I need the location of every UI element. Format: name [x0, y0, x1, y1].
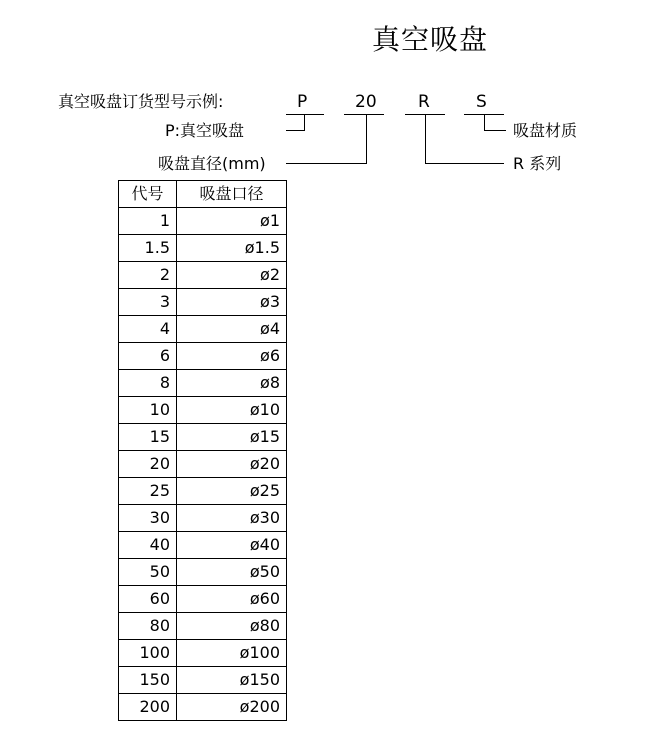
- cell-code: 50: [119, 559, 177, 586]
- cell-code: 100: [119, 640, 177, 667]
- cell-code: 8: [119, 370, 177, 397]
- size-table: [118, 180, 287, 721]
- table-row: [119, 478, 287, 505]
- cell-diameter: ø200: [177, 694, 287, 721]
- cell-diameter: ø150: [177, 667, 287, 694]
- annotation-material: 吸盘材质: [513, 121, 578, 140]
- table-header-row: [119, 181, 287, 208]
- table-row: [119, 694, 287, 721]
- cell-code: 1: [119, 208, 177, 235]
- table-row: [119, 613, 287, 640]
- table-row: [119, 640, 287, 667]
- code-diameter: 20: [355, 92, 377, 112]
- cell-code: 1.5: [119, 235, 177, 262]
- annotation-series: R 系列: [513, 154, 562, 173]
- cell-diameter: ø15: [177, 424, 287, 451]
- table-row: [119, 370, 287, 397]
- cell-code: 40: [119, 532, 177, 559]
- table-row: [119, 289, 287, 316]
- cell-code: 200: [119, 694, 177, 721]
- cell-code: 15: [119, 424, 177, 451]
- cell-code: 10: [119, 397, 177, 424]
- cell-code: 80: [119, 613, 177, 640]
- annotation-p: P:真空吸盘: [165, 121, 245, 140]
- table-row: [119, 559, 287, 586]
- table-row: [119, 235, 287, 262]
- cell-code: 6: [119, 343, 177, 370]
- cell-diameter: ø60: [177, 586, 287, 613]
- table-row: [119, 424, 287, 451]
- cell-diameter: ø20: [177, 451, 287, 478]
- cell-code: 30: [119, 505, 177, 532]
- cell-diameter: ø8: [177, 370, 287, 397]
- cell-diameter: ø80: [177, 613, 287, 640]
- table-row: [119, 262, 287, 289]
- page-title: 真空吸盘: [372, 23, 489, 56]
- cell-diameter: ø10: [177, 397, 287, 424]
- cell-diameter: ø3: [177, 289, 287, 316]
- cell-diameter: ø40: [177, 532, 287, 559]
- cell-diameter: ø25: [177, 478, 287, 505]
- cell-code: 4: [119, 316, 177, 343]
- cell-diameter: ø30: [177, 505, 287, 532]
- connector-series: [426, 115, 505, 164]
- cell-diameter: ø1.5: [177, 235, 287, 262]
- connector-diameter: [286, 115, 367, 164]
- cell-diameter: ø2: [177, 262, 287, 289]
- table-row: [119, 667, 287, 694]
- column-header-diameter: 吸盘口径: [177, 181, 287, 208]
- code-series: R: [418, 92, 430, 112]
- cell-code: 25: [119, 478, 177, 505]
- cell-diameter: ø4: [177, 316, 287, 343]
- table-row: [119, 208, 287, 235]
- cell-code: 60: [119, 586, 177, 613]
- cell-code: 2: [119, 262, 177, 289]
- table-row: [119, 397, 287, 424]
- annotation-diameter: 吸盘直径(mm): [158, 154, 266, 173]
- table-row: [119, 451, 287, 478]
- cell-code: 150: [119, 667, 177, 694]
- table-row: [119, 343, 287, 370]
- code-material: S: [476, 92, 487, 112]
- column-header-code: 代号: [119, 181, 177, 208]
- cell-diameter: ø50: [177, 559, 287, 586]
- cell-code: 20: [119, 451, 177, 478]
- cell-diameter: ø1: [177, 208, 287, 235]
- cell-code: 3: [119, 289, 177, 316]
- connector-material: [485, 115, 507, 131]
- cell-diameter: ø100: [177, 640, 287, 667]
- table-row: [119, 532, 287, 559]
- connector-p: [286, 115, 305, 131]
- table-row: [119, 316, 287, 343]
- table-row: [119, 586, 287, 613]
- cell-diameter: ø6: [177, 343, 287, 370]
- order-example-label: 真空吸盘订货型号示例:: [58, 92, 224, 111]
- table-row: [119, 505, 287, 532]
- code-p: P: [297, 92, 308, 112]
